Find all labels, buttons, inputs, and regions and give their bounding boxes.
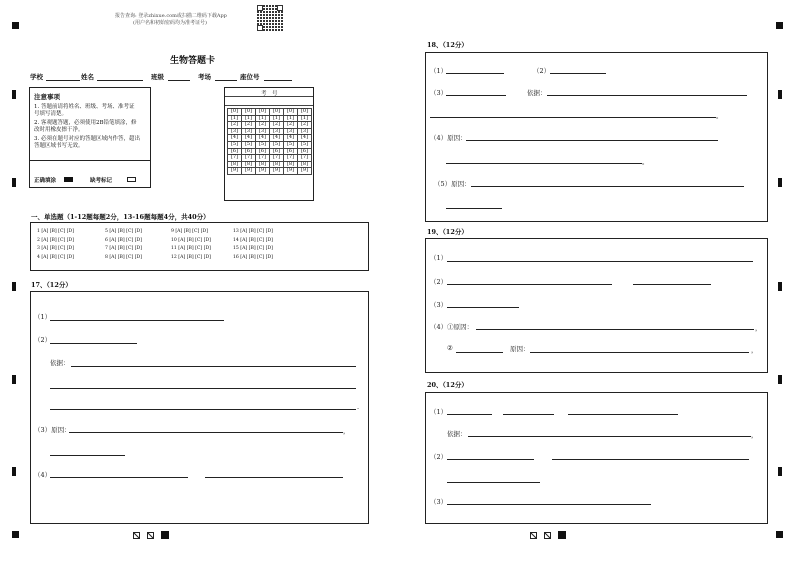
q20-answer-1c[interactable] xyxy=(568,414,678,415)
q18-basis-line[interactable] xyxy=(430,117,716,118)
q19-reason: 原因： xyxy=(510,345,530,353)
q18-answer-4[interactable] xyxy=(466,140,718,141)
q18-basis: 依据： xyxy=(527,89,547,97)
exam-digit-bubble[interactable]: [7] xyxy=(270,155,284,162)
exam-digit-bubble[interactable]: [3] xyxy=(270,128,284,135)
exam-digit-bubble[interactable]: [5] xyxy=(270,141,284,148)
name-field[interactable] xyxy=(97,80,143,81)
exam-digit-bubble[interactable]: [7] xyxy=(256,155,270,162)
exam-digit-bubble[interactable]: [0] xyxy=(256,109,270,116)
q19-answer-4[interactable] xyxy=(476,329,754,330)
notes-item: 3. 必须在题号对应的答题区域内作答，超出 xyxy=(34,136,140,142)
q19-comma: ， xyxy=(755,324,762,332)
q18-answer-2[interactable] xyxy=(550,73,606,74)
q20-basis: 依据： xyxy=(447,430,467,438)
school-field[interactable] xyxy=(46,80,80,81)
report-notice: 报告查询: 登录zhixue.com或扫描二维码下载App xyxy=(115,13,227,19)
correct-fill-label: 正确填涂 xyxy=(34,178,57,184)
q20-comma: ， xyxy=(751,431,758,439)
missing-mark-box[interactable] xyxy=(127,177,136,182)
exam-digit-bubble[interactable]: [4] xyxy=(284,135,298,142)
exam-digit-bubble[interactable]: [1] xyxy=(242,115,256,122)
exam-digit-bubble[interactable]: [8] xyxy=(284,161,298,168)
exam-digit-bubble[interactable]: [4] xyxy=(256,135,270,142)
q18-answer-1[interactable] xyxy=(446,73,504,74)
q17-part1: （1） xyxy=(34,313,52,321)
q17-answer-3[interactable] xyxy=(69,432,343,433)
page-check-mark xyxy=(147,532,154,539)
exam-digit-bubble[interactable]: [1] xyxy=(298,115,312,122)
notes-box xyxy=(29,87,151,188)
exam-digit-bubble[interactable]: [3] xyxy=(242,128,256,135)
q17-basis-line[interactable] xyxy=(50,388,356,389)
notes-title: 注意事项 xyxy=(34,93,60,101)
exam-digit-bubble[interactable]: [1] xyxy=(270,115,284,122)
mc-question-row[interactable]: 14 [A] [B] [C] [D] xyxy=(233,237,273,243)
mc-question-row[interactable]: 13 [A] [B] [C] [D] xyxy=(233,229,273,234)
timing-mark xyxy=(778,467,782,476)
page-check-mark xyxy=(530,532,537,539)
q17-basis-line[interactable] xyxy=(71,366,356,367)
q19-comma-2: ， xyxy=(751,346,758,354)
timing-mark xyxy=(12,178,16,187)
q20-part2: （2） xyxy=(430,453,448,461)
q18-answer-3[interactable] xyxy=(446,95,506,96)
exam-digit-bubble[interactable]: [2] xyxy=(256,122,270,129)
q19-part3: （3） xyxy=(430,301,448,309)
q17-part3: （3）原因： xyxy=(34,426,71,434)
mc-question-row[interactable]: 9 [A] [B] [C] [D] xyxy=(171,229,208,234)
q20-answer-2b[interactable] xyxy=(552,459,749,460)
exam-digit-bubble[interactable]: [4] xyxy=(242,135,256,142)
timing-mark xyxy=(778,375,782,384)
exam-digit-bubble[interactable]: [6] xyxy=(270,148,284,155)
q18-box xyxy=(425,52,768,222)
exam-digit-bubble[interactable]: [1] xyxy=(256,115,270,122)
q18-part5: （5）原因： xyxy=(434,180,471,188)
notes-item: 号填写清楚。 xyxy=(34,111,68,117)
mc-question-row[interactable]: 5 [A] [B] [C] [D] xyxy=(105,229,142,234)
q17-box xyxy=(30,291,369,524)
exam-digit-bubble[interactable]: [6] xyxy=(228,148,242,155)
q17-basis: 依据： xyxy=(50,359,70,367)
q17-answer-4a[interactable] xyxy=(50,477,188,478)
exam-digit-bubble[interactable]: [0] xyxy=(270,109,284,116)
exam-digit-bubble[interactable]: [3] xyxy=(298,128,312,135)
exam-digit-bubble[interactable]: [6] xyxy=(284,148,298,155)
exam-digit-bubble[interactable]: [9] xyxy=(298,168,312,175)
q17-answer-2[interactable] xyxy=(50,343,137,344)
page-check-mark xyxy=(133,532,140,539)
q19-answer-4b[interactable] xyxy=(456,352,503,353)
q17-answer-3b[interactable] xyxy=(50,455,125,456)
page-title: 生物答题卡 xyxy=(170,56,216,66)
exam-number-grid[interactable] xyxy=(227,108,312,175)
exam-digit-bubble[interactable]: [2] xyxy=(242,122,256,129)
mc-question-row[interactable]: 1 [A] [B] [C] [D] xyxy=(37,229,74,234)
exam-digit-bubble[interactable]: [0] xyxy=(242,109,256,116)
q20-box xyxy=(425,392,768,524)
exam-digit-bubble[interactable]: [0] xyxy=(284,109,298,116)
q19-part4b: ② xyxy=(447,344,453,352)
class-field[interactable] xyxy=(168,80,190,81)
exam-digit-bubble[interactable]: [5] xyxy=(228,141,242,148)
q20-answer-3[interactable] xyxy=(447,504,651,505)
exam-room-field[interactable] xyxy=(215,80,237,81)
registration-mark xyxy=(12,531,19,538)
mc-box xyxy=(30,222,369,271)
exam-room-label: 考场 xyxy=(198,73,211,81)
seat-field[interactable] xyxy=(264,80,292,81)
q18-answer-4b[interactable] xyxy=(446,163,642,164)
exam-digit-bubble[interactable]: [1] xyxy=(228,115,242,122)
q18-part2: （2） xyxy=(533,67,551,75)
q20-part1: （1） xyxy=(430,408,448,416)
exam-digit-bubble[interactable]: [7] xyxy=(228,155,242,162)
notes-item: 1. 答题前请将姓名、班级、考场、准考证 xyxy=(34,104,135,110)
registration-mark xyxy=(776,22,783,29)
report-notice-sub: (用户名和初始密码均为准考证号) xyxy=(133,20,207,26)
q18-answer-5b[interactable] xyxy=(446,208,502,209)
q18-part4: （4）原因： xyxy=(430,134,467,142)
exam-digit-bubble[interactable]: [6] xyxy=(242,148,256,155)
timing-mark xyxy=(12,375,16,384)
exam-digit-bubble[interactable]: [5] xyxy=(242,141,256,148)
exam-digit-bubble[interactable]: [8] xyxy=(256,161,270,168)
exam-digit-bubble[interactable]: [5] xyxy=(256,141,270,148)
mc-question-row[interactable]: 7 [A] [B] [C] [D] xyxy=(105,246,142,251)
q18-end-dot: 。 xyxy=(716,112,723,120)
q19-part1: （1） xyxy=(430,254,448,262)
mc-question-row[interactable]: 4 [A] [B] [C] [D] xyxy=(37,254,74,260)
exam-digit-bubble[interactable]: [8] xyxy=(228,161,242,168)
page-check-mark xyxy=(544,532,551,539)
exam-digit-bubble[interactable]: [6] xyxy=(298,148,312,155)
q19-part4: （4）①原因： xyxy=(430,323,474,331)
exam-number-box xyxy=(224,87,314,201)
q19-answer-1[interactable] xyxy=(447,261,753,262)
exam-digit-bubble[interactable]: [7] xyxy=(298,155,312,162)
notes-item: 2. 客观题答题，必须使用2B铅笔填涂，修 xyxy=(34,120,137,126)
q20-answer-2c[interactable] xyxy=(447,482,540,483)
q19-answer-3[interactable] xyxy=(447,307,519,308)
q17-title: 17、（12分） xyxy=(31,281,72,289)
page-block-mark xyxy=(558,531,566,539)
mc-question-row[interactable]: 3 [A] [B] [C] [D] xyxy=(37,246,74,251)
section1-title: 一、单选题（1-12题每题2分，13-16题每题4分，共40分） xyxy=(31,213,210,221)
q17-part4: （4） xyxy=(34,471,52,479)
exam-digit-bubble[interactable]: [3] xyxy=(284,128,298,135)
mc-question-row[interactable]: 10 [A] [B] [C] [D] xyxy=(171,237,211,243)
exam-digit-bubble[interactable]: [2] xyxy=(270,122,284,129)
mc-question-row[interactable]: 6 [A] [B] [C] [D] xyxy=(105,237,142,243)
timing-mark xyxy=(12,90,16,99)
page-block-mark xyxy=(161,531,169,539)
timing-mark xyxy=(778,178,782,187)
exam-digit-bubble[interactable]: [9] xyxy=(242,168,256,175)
q19-part2: （2） xyxy=(430,278,448,286)
timing-mark xyxy=(778,282,782,291)
exam-digit-bubble[interactable]: [6] xyxy=(256,148,270,155)
timing-mark xyxy=(12,467,16,476)
q20-answer-1a[interactable] xyxy=(447,414,492,415)
mc-question-row[interactable]: 8 [A] [B] [C] [D] xyxy=(105,254,142,260)
exam-digit-bubble[interactable]: [9] xyxy=(256,168,270,175)
exam-digit-bubble[interactable]: [7] xyxy=(242,155,256,162)
exam-digit-bubble[interactable]: [9] xyxy=(228,168,242,175)
exam-digit-bubble[interactable]: [8] xyxy=(242,161,256,168)
q17-part2: （2） xyxy=(34,336,52,344)
exam-digit-bubble[interactable]: [9] xyxy=(284,168,298,175)
exam-digit-bubble[interactable]: [3] xyxy=(228,128,242,135)
exam-digit-bubble[interactable]: [0] xyxy=(298,109,312,116)
qr-code xyxy=(257,5,283,31)
q20-title: 20、（12分） xyxy=(427,381,468,389)
exam-digit-bubble[interactable]: [0] xyxy=(228,109,242,116)
q19-answer-2b[interactable] xyxy=(633,284,711,285)
correct-fill-sample xyxy=(64,177,73,182)
mc-question-row[interactable]: 12 [A] [B] [C] [D] xyxy=(171,254,211,260)
q19-answer-2a[interactable] xyxy=(447,284,612,285)
exam-digit-bubble[interactable]: [8] xyxy=(270,161,284,168)
exam-digit-bubble[interactable]: [5] xyxy=(298,141,312,148)
registration-mark xyxy=(776,531,783,538)
q19-title: 19、（12分） xyxy=(427,228,468,236)
exam-digit-bubble[interactable]: [2] xyxy=(228,122,242,129)
exam-digit-bubble[interactable]: [8] xyxy=(298,161,312,168)
q20-basis-line[interactable] xyxy=(468,436,751,437)
exam-digit-bubble[interactable]: [9] xyxy=(270,168,284,175)
class-label: 班级 xyxy=(151,73,164,81)
q17-answer-1[interactable] xyxy=(50,320,224,321)
timing-mark xyxy=(12,282,16,291)
exam-digit-bubble[interactable]: [2] xyxy=(298,122,312,129)
exam-digit-bubble[interactable]: [7] xyxy=(284,155,298,162)
exam-digit-bubble[interactable]: [4] xyxy=(298,135,312,142)
registration-mark xyxy=(12,22,19,29)
exam-digit-bubble[interactable]: [1] xyxy=(284,115,298,122)
mc-question-row[interactable]: 11 [A] [B] [C] [D] xyxy=(171,246,211,251)
q20-part3: （3） xyxy=(430,498,448,506)
notes-item: 答题区域书写无效。 xyxy=(34,143,84,149)
q18-basis-line[interactable] xyxy=(547,95,747,96)
q18-title: 18、（12分） xyxy=(427,41,468,49)
exam-digit-bubble[interactable]: [5] xyxy=(284,141,298,148)
q17-answer-4b[interactable] xyxy=(205,477,343,478)
school-label: 学校 xyxy=(30,73,43,81)
q20-answer-2a[interactable] xyxy=(447,459,534,460)
q17-basis-line[interactable] xyxy=(50,409,356,410)
timing-mark xyxy=(778,90,782,99)
exam-digit-bubble[interactable]: [2] xyxy=(284,122,298,129)
exam-digit-bubble[interactable]: [3] xyxy=(256,128,270,135)
notes-item: 改时用橡皮擦干净。 xyxy=(34,127,84,133)
name-label: 姓名 xyxy=(81,73,94,81)
q20-answer-1b[interactable] xyxy=(503,414,554,415)
exam-digit-bubble[interactable]: [4] xyxy=(228,135,242,142)
q17-comma: ， xyxy=(343,427,350,435)
mc-question-row[interactable]: 2 [A] [B] [C] [D] xyxy=(37,237,74,243)
q19-box xyxy=(425,238,768,373)
missing-mark-label: 缺考标记 xyxy=(90,178,113,184)
q19-answer-4b-reason[interactable] xyxy=(530,352,749,353)
q18-end-dot-4: 。 xyxy=(642,158,649,166)
q18-part3: （3） xyxy=(430,89,448,97)
mc-question-row[interactable]: 16 [A] [B] [C] [D] xyxy=(233,254,273,260)
q18-part1: （1） xyxy=(430,67,448,75)
exam-number-header: 考 号 xyxy=(261,91,278,97)
seat-label: 座位号 xyxy=(240,73,260,81)
exam-digit-bubble[interactable]: [4] xyxy=(270,135,284,142)
q17-end-dot: . xyxy=(357,403,360,411)
mc-question-row[interactable]: 15 [A] [B] [C] [D] xyxy=(233,246,273,251)
q18-answer-5[interactable] xyxy=(471,186,744,187)
